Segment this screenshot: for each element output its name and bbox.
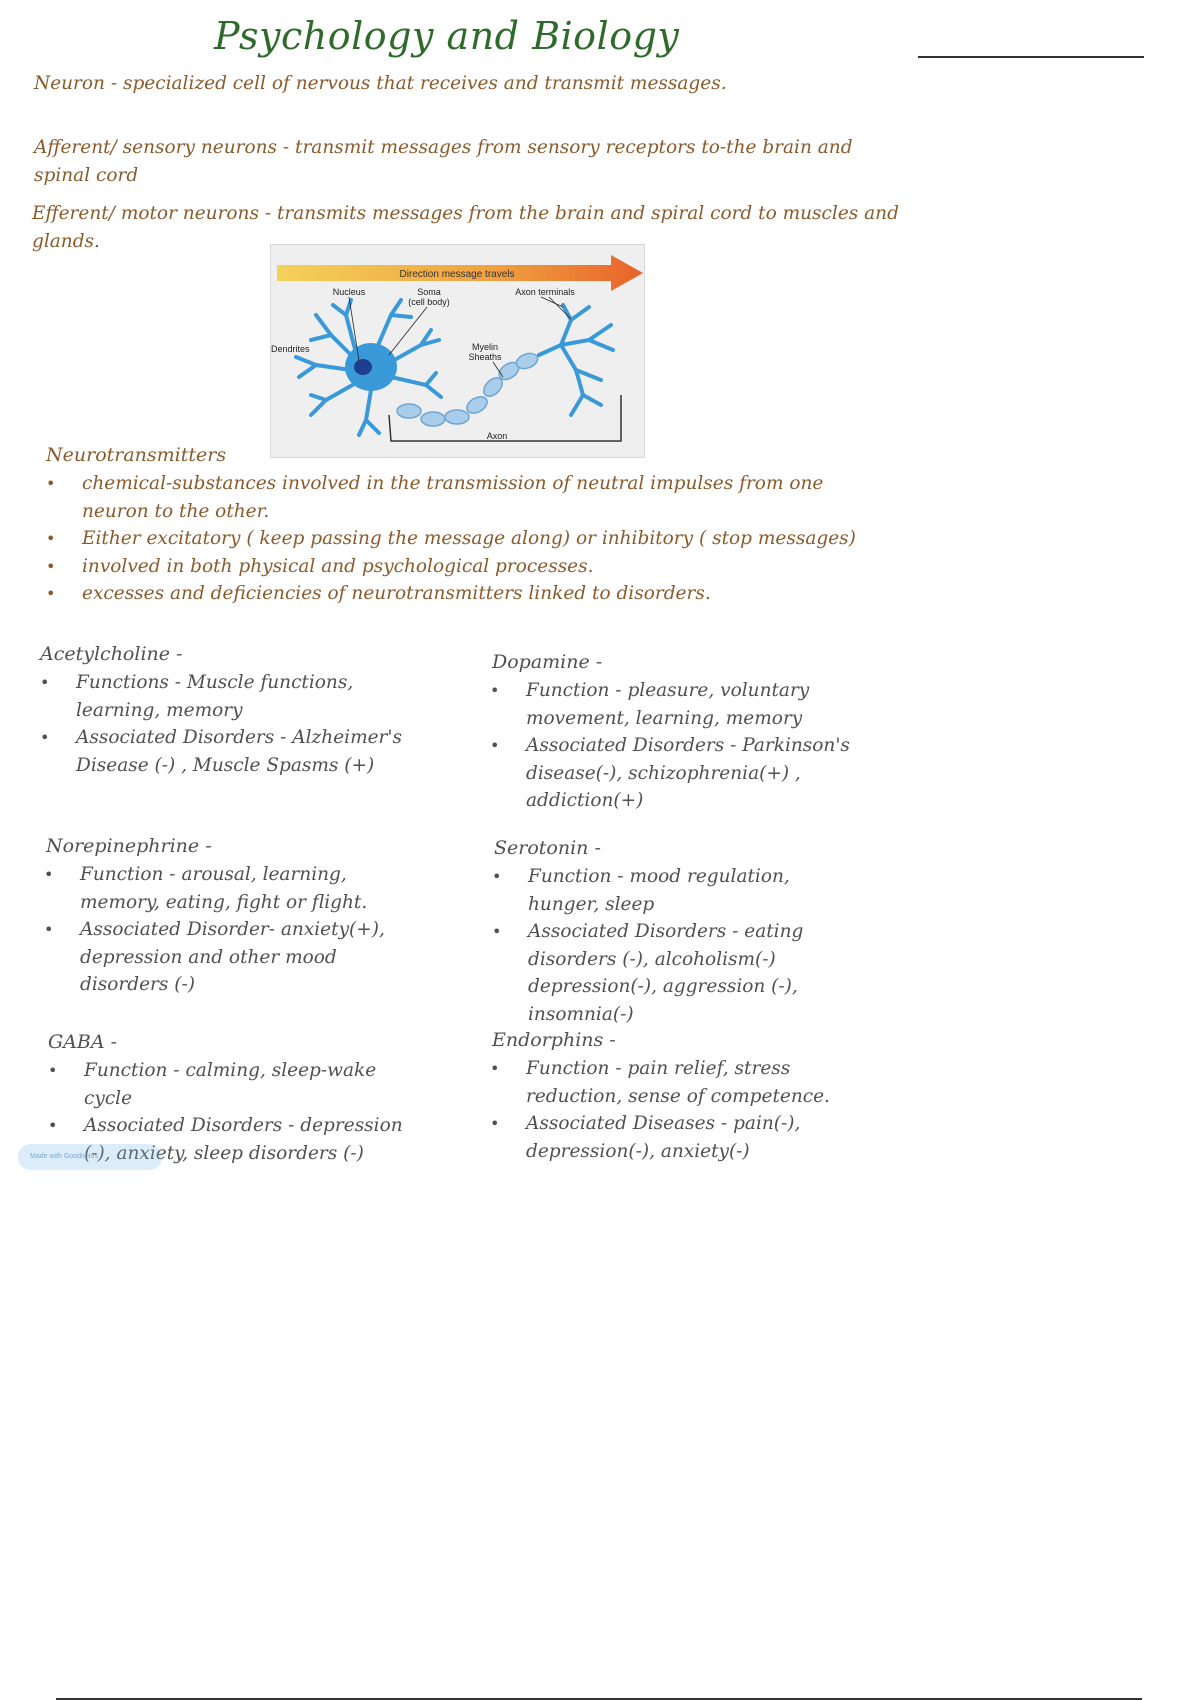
label-myelin: Myelin — [471, 342, 499, 352]
neuron-illustration — [271, 245, 644, 457]
efferent-definition: Efferent/ motor neurons - transmits messages from the brain and spiral cord to muscles and glands. — [32, 203, 899, 252]
header-rule — [918, 56, 1144, 58]
page-title: Psychology and Biology — [214, 14, 680, 58]
label-nucleus: Nucleus — [332, 287, 366, 297]
list-item: • Function - arousal, learning, memory, eating, fight or flight. — [44, 864, 368, 913]
label-sheaths: Sheaths — [468, 352, 502, 362]
list-item: • involved in both physical and psychological processes. — [46, 555, 594, 577]
acetylcholine-title: Acetylcholine - — [40, 643, 183, 665]
label-cell-body: (cell body) — [408, 297, 450, 307]
list-item: • Associated Diseases - pain(-), depression(-), anxiety(-) — [490, 1113, 801, 1162]
label-dendrites: Dendrites — [271, 344, 310, 354]
list-item: • Associated Disorders - eating disorders (-), alcoholism(-) depression(-), aggression (-), insomnia(-) — [492, 921, 804, 1025]
list-item: • Associated Disorders - Alzheimer's Disease (-) , Muscle Spasms (+) — [40, 727, 402, 776]
endorphins-list — [490, 1055, 866, 1165]
list-item: • Either excitatory ( keep passing the message along) or inhibitory ( stop messages) — [46, 528, 856, 549]
serotonin-list — [492, 863, 828, 1028]
acetylcholine-list — [40, 669, 416, 779]
afferent-definition: Afferent/ sensory neurons - transmit messages from sensory receptors to-the brain and spinal cord — [34, 137, 853, 186]
norepinephrine-list — [44, 861, 410, 999]
list-item: • Associated Disorder- anxiety(+), depression and other mood disorders (-) — [44, 919, 385, 995]
dopamine-list — [490, 677, 856, 815]
serotonin-title: Serotonin - — [494, 837, 601, 859]
neurotransmitters-list — [46, 470, 872, 608]
label-axon-terminals: Axon terminals — [515, 287, 575, 297]
gaba-title: GABA - — [48, 1031, 118, 1053]
list-item: • Function - calming, sleep-wake cycle — [48, 1060, 377, 1109]
list-item: • chemical-substances involved in the transmission of neutral impulses from one neuron to the other. — [46, 473, 824, 522]
list-item: • Functions - Muscle functions, learning, memory — [40, 672, 354, 721]
norepinephrine-title: Norepinephrine - — [46, 835, 212, 857]
endorphins-title: Endorphins - — [492, 1029, 616, 1051]
list-item: • Function - mood regulation, hunger, sleep — [492, 866, 790, 915]
neuron-diagram — [270, 244, 645, 458]
label-soma: Soma — [417, 287, 441, 297]
dopamine-title: Dopamine - — [492, 651, 603, 673]
list-item: • Function - pain relief, stress reduction, sense of competence. — [490, 1058, 830, 1107]
neurotransmitters-title: Neurotransmitters — [46, 444, 227, 466]
list-item: • excesses and deficiencies of neurotransmitters linked to disorders. — [46, 583, 711, 604]
nucleus-shape — [354, 359, 372, 375]
list-item: • Associated Disorders - Parkinson's disease(-), schizophrenia(+) , addiction(+) — [490, 735, 850, 811]
watermark-badge: Made with Goodnotes — [18, 1144, 162, 1170]
neuron-definition: Neuron - specialized cell of nervous that receives and transmit messages. — [34, 73, 727, 94]
arrow-label: Direction message travels — [399, 269, 515, 280]
list-item: • Function - pleasure, voluntary movement, learning, memory — [490, 680, 810, 729]
label-axon: Axon — [486, 431, 508, 441]
list-item: • Associated Disorders - depression (-), anxiety, sleep disorders (-) — [48, 1115, 403, 1164]
